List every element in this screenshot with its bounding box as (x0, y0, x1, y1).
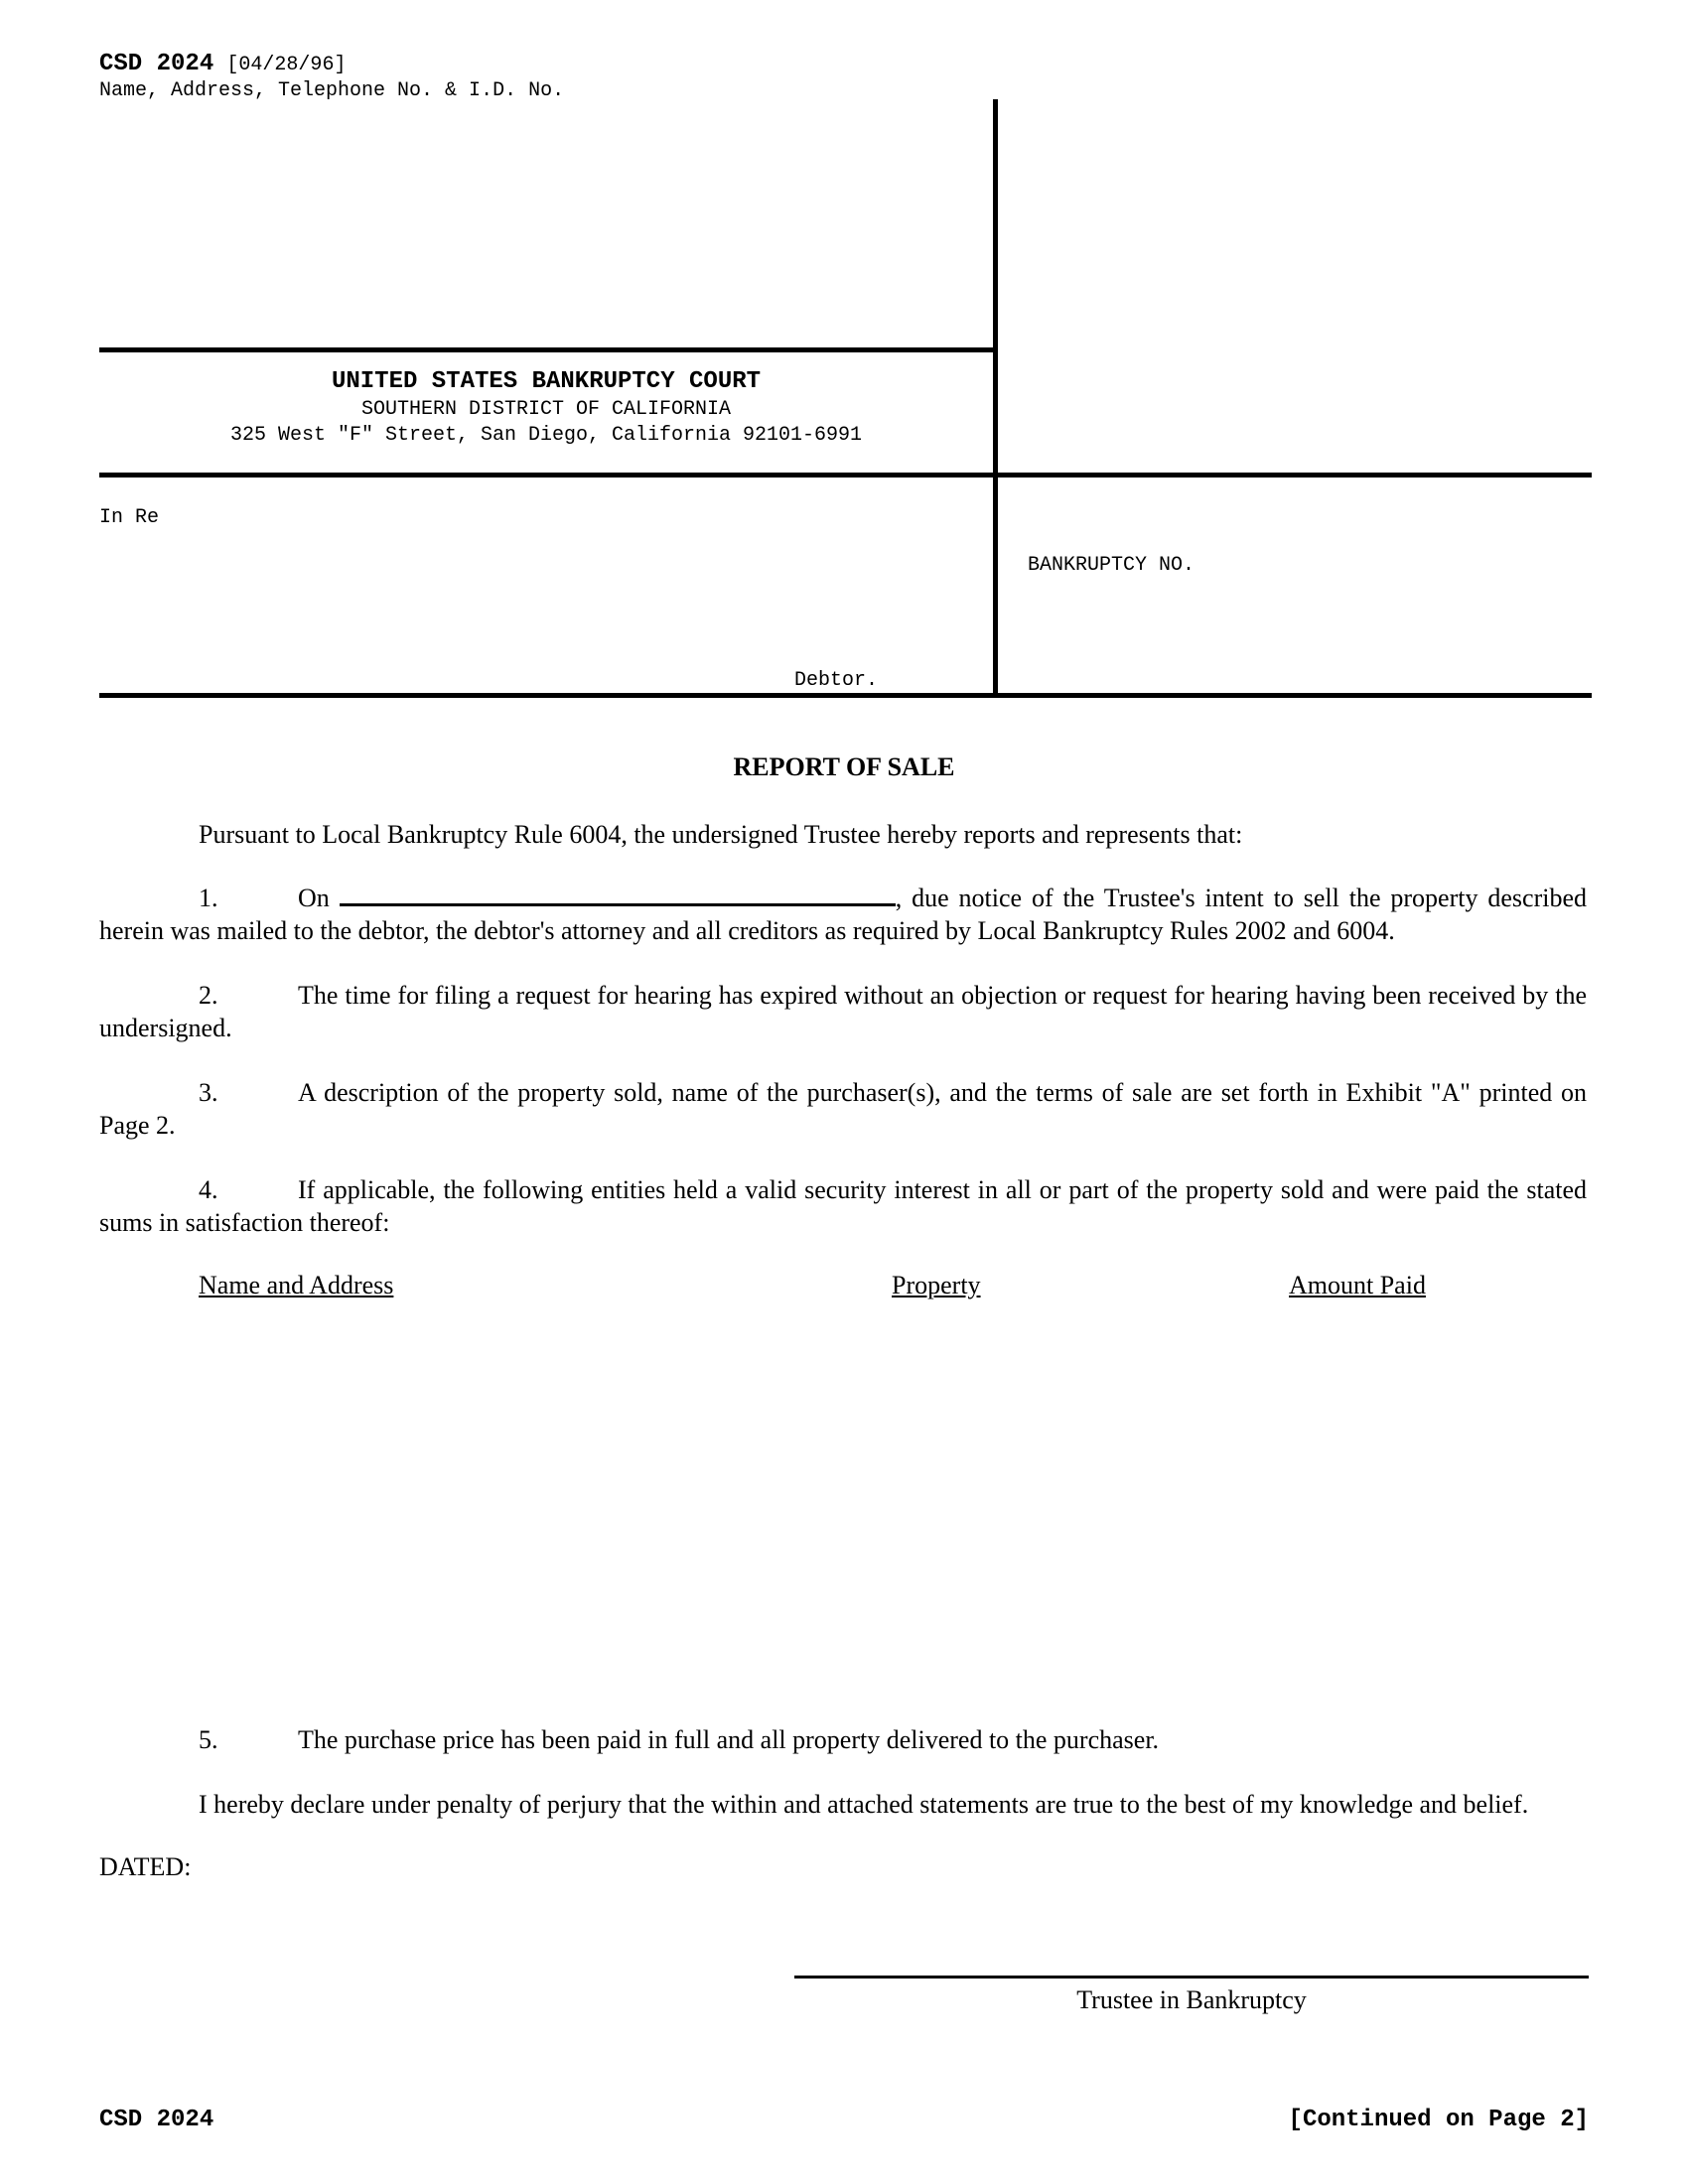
item-4-text: If applicable, the following entities held a valid security interest in all or part of the property sold and were paid the stated sums in satisfaction thereof: (99, 1175, 1587, 1237)
notice-date-blank[interactable] (340, 882, 896, 906)
court-district: SOUTHERN DISTRICT OF CALIFORNIA (360, 398, 732, 421)
court-name: UNITED STATES BANKRUPTCY COURT (331, 368, 762, 395)
in-re-label: In Re (99, 506, 160, 529)
item-1-text: , due notice of the Trustee's intent to sell the property described herein was mailed to the debtor, the debtor's attorney and all creditors as required by Local Bankruptcy Rules 2002 and 6004. (99, 884, 1588, 945)
column-amount-paid: Amount Paid (1289, 1271, 1426, 1299)
item-5 (99, 1723, 1587, 1756)
item-4 (99, 1173, 1587, 1239)
intro-text: Pursuant to Local Bankruptcy Rule 6004, the undersigned Trustee hereby reports and represents that: (199, 820, 1243, 849)
dated-label: DATED: (99, 1852, 192, 1881)
column-property: Property (892, 1271, 981, 1299)
form-date: [04/28/96] (226, 54, 347, 76)
caption-vertical-divider (993, 99, 998, 698)
signature-label: Trustee in Bankruptcy (1076, 1985, 1307, 2014)
item-5-text: The purchase price has been paid in full and all property delivered to the purchaser. (298, 1725, 1160, 1754)
item-3-text: A description of the property sold, name of the purchaser(s), and the terms of sale are set forth in Exhibit "A" printed on Page 2. (99, 1078, 1587, 1140)
intro-paragraph (99, 818, 1587, 851)
item-4-number: 4. (199, 1175, 218, 1204)
form-id-line (99, 52, 564, 78)
item-1 (99, 882, 1587, 947)
signature-line[interactable] (794, 1976, 1589, 1979)
form-id: CSD 2024 (99, 51, 214, 77)
court-top-rule (99, 347, 996, 352)
footer-form-id: CSD 2024 (99, 2107, 214, 2133)
item-1-on: On (298, 884, 330, 912)
court-address: 325 West "F" Street, San Diego, California 92101-6991 (229, 424, 863, 447)
item-1-number: 1. (199, 884, 218, 912)
debtor-label: Debtor. (794, 669, 879, 692)
caption-bottom-rule (99, 693, 1592, 698)
name-address-label: Name, Address, Telephone No. & I.D. No. (99, 79, 565, 102)
caption-middle-rule (99, 473, 1592, 478)
item-3-number: 3. (199, 1078, 218, 1107)
column-name-address: Name and Address (199, 1271, 394, 1299)
bankruptcy-no-label: BANKRUPTCY NO. (1028, 554, 1196, 577)
item-2-number: 2. (199, 981, 218, 1010)
document-title: REPORT OF SALE (733, 752, 955, 781)
declaration-paragraph (99, 1788, 1587, 1821)
court-block (99, 367, 993, 449)
form-header (99, 52, 564, 104)
footer-continued: [Continued on Page 2] (1288, 2107, 1589, 2133)
item-2-text: The time for filing a request for hearing has expired without an objection or request for hearing having been received by the undersigned. (99, 981, 1587, 1042)
item-2 (99, 979, 1587, 1044)
item-5-number: 5. (199, 1725, 218, 1754)
declaration-text: I hereby declare under penalty of perjury that the within and attached statements are true to the best of my knowledge and belief. (199, 1790, 1529, 1819)
item-3 (99, 1076, 1587, 1142)
